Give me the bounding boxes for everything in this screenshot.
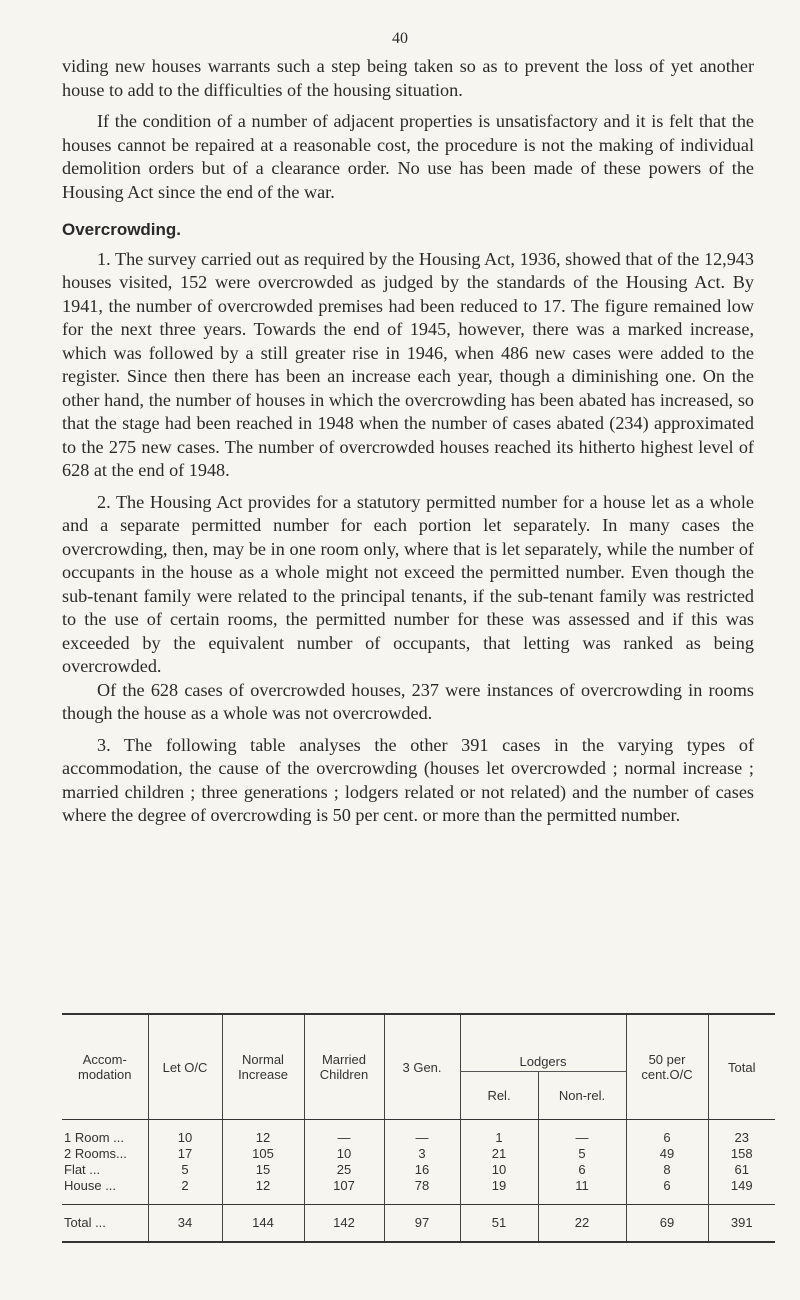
cell-rel: 1 [460,1120,538,1147]
total-total: 391 [708,1205,775,1243]
total-gen: 97 [384,1205,460,1243]
header-total: Total [708,1014,775,1120]
table-row [62,1120,775,1147]
total-fifty: 69 [626,1205,708,1243]
header-gen: 3 Gen. [384,1014,460,1120]
cell-total: 23 [708,1120,775,1147]
total-rel: 51 [460,1205,538,1243]
cell-normal: 12 [222,1178,304,1205]
table-total-row [62,1205,775,1243]
cell-gen: 3 [384,1146,460,1162]
cell-fifty: 49 [626,1146,708,1162]
total-let: 34 [148,1205,222,1243]
table-row [62,1178,775,1205]
cell-married: 10 [304,1146,384,1162]
header-fifty: 50 per cent.O/C [626,1014,708,1120]
header-nonrel: Non-rel. [538,1072,626,1120]
cell-fifty: 6 [626,1120,708,1147]
cell-nonrel: 6 [538,1162,626,1178]
cell-gen: — [384,1120,460,1147]
total-label: Total ... [62,1205,148,1243]
cell-total: 61 [708,1162,775,1178]
cell-let: 5 [148,1162,222,1178]
header-normal: Normal Increase [222,1014,304,1120]
header-rel: Rel. [460,1072,538,1120]
section-heading: Overcrowding. [62,220,182,239]
cell-normal: 105 [222,1146,304,1162]
cell-total: 149 [708,1178,775,1205]
cell-normal: 15 [222,1162,304,1178]
row-label: 2 Rooms... [64,1146,127,1161]
cell-rel: 21 [460,1146,538,1162]
header-accommodation: Accom- modation [62,1014,148,1120]
table-row [62,1146,775,1162]
overcrowding-table [62,1013,775,1243]
table-row [62,1162,775,1178]
cell-total: 158 [708,1146,775,1162]
cell-normal: 12 [222,1120,304,1147]
row-label: Flat ... [64,1162,101,1177]
paragraph-3: 3. The following table analyses the other 391 cases in the varying types of accommodation, the cause of the overcrowding (houses let overcrowded ; normal increase ; married children ; three generations ; lodgers related or not related) and the number of cases where the degree of overcrowding is 50 per cent. or more than the permitted number. [62,734,754,825]
header-lodgers: Lodgers [460,1014,626,1072]
paragraph-2: 2. The Housing Act provides for a statutory permitted number for a house let as a whole and a separate permitted number for each portion let separately. In many cases the overcrowding, then, may be in one room only, where that is let separately, while the number of occupants in the house as a whole might not exceed the permitted number. Even though the sub-tenant family were related to the principal tenants, if the sub-tenant family was restricted to the use of certain rooms, the permitted number for these was assessed and if this was exceeded by the equivalent number of occupants, that letting was ranked as being overcrowded. [62,491,754,676]
paragraph-clearance: If the condition of a number of adjacent properties is unsatisfactory and it is felt that the houses cannot be repaired at a reasonable cost, the procedure is not the making of individual demolition orders but of a clearance order. No use has been made of these powers of the Housing Act since the end of the war. [62,111,754,202]
header-married: Married Children [304,1014,384,1120]
row-label: 1 Room ... [64,1130,124,1145]
total-normal: 144 [222,1205,304,1243]
paragraph-continued: viding new houses warrants such a step being taken so as to prevent the loss of yet another house to add to the difficulties of the housing situation. [62,56,754,100]
cell-rel: 19 [460,1178,538,1205]
cell-married: 25 [304,1162,384,1178]
header-let: Let O/C [148,1014,222,1120]
paragraph-1: 1. The survey carried out as required by the Housing Act, 1936, showed that of the 12,943 houses visited, 152 were overcrowded as judged by the standards of the Housing Act. By 1941, the number of overcrowded premises had been reduced to 17. The figure remained low for the next three years. Towards the end of 1945, however, there was a marked increase, which was followed by a still greater rise in 1946, when 486 new cases were added to the register. Since then there has been an increase each year, though a diminishing one. On the other hand, the number of houses in which the overcrowding has been abated has increased, so that the stage had been reached in 1948 when the number of cases abated (234) approximated to the 275 new cases. The number of overcrowded houses reached its hitherto highest level of 628 at the end of 1948. [62,248,754,480]
total-married: 142 [304,1205,384,1243]
body-text [62,55,754,828]
row-label: House ... [64,1178,117,1193]
cell-rel: 10 [460,1162,538,1178]
cell-gen: 78 [384,1178,460,1205]
cell-married: 107 [304,1178,384,1205]
cell-let: 2 [148,1178,222,1205]
cell-gen: 16 [384,1162,460,1178]
total-nonrel: 22 [538,1205,626,1243]
cell-let: 17 [148,1146,222,1162]
cell-nonrel: — [538,1120,626,1147]
page-number: 40 [392,30,408,47]
cell-fifty: 6 [626,1178,708,1205]
cell-nonrel: 5 [538,1146,626,1162]
cell-married: — [304,1120,384,1147]
cell-fifty: 8 [626,1162,708,1178]
paragraph-2b: Of the 628 cases of overcrowded houses, 237 were instances of overcrowding in rooms though the house as a whole was not overcrowded. [62,679,754,723]
cell-let: 10 [148,1120,222,1147]
cell-nonrel: 11 [538,1178,626,1205]
overcrowding-table-wrapper [62,1013,775,1243]
